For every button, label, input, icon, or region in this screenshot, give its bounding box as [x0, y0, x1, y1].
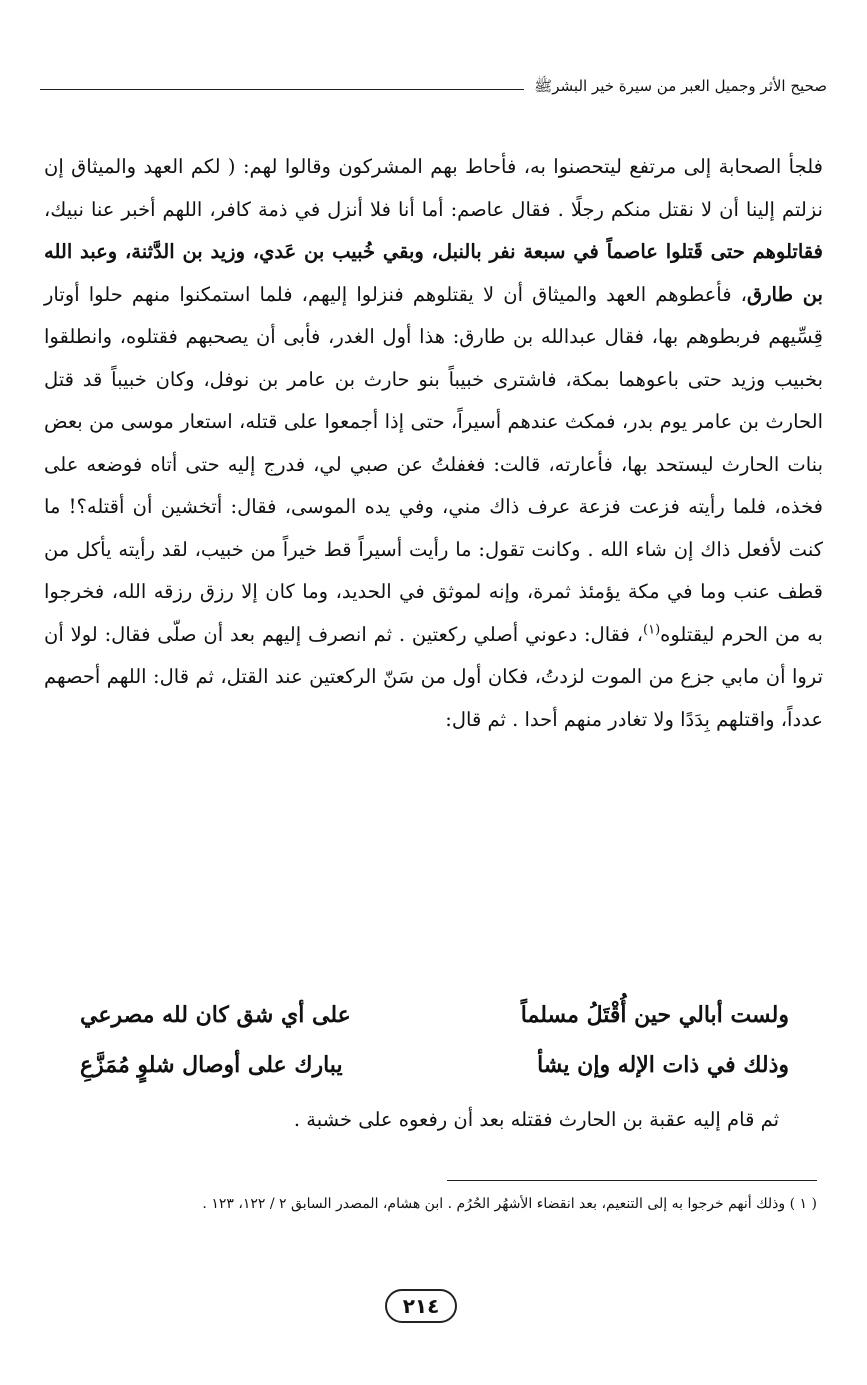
running-header — [40, 76, 827, 100]
poem-verse-1 — [80, 990, 789, 1040]
header-rule — [40, 89, 524, 90]
main-paragraph — [44, 146, 823, 741]
footnote-divider — [447, 1180, 817, 1181]
hemistich-second: يبارك على أوصال شلوٍ مُمَزَّعِ — [80, 1052, 343, 1078]
hemistich-second: على أي شق كان لله مصرعي — [80, 1002, 351, 1028]
closing-line: ثم قام إليه عقبة بن الحارث فقتله بعد أن رفعوه على خشبة . — [293, 1108, 779, 1131]
paragraph-text: ، فأعطوهم العهد والميثاق أن لا يقتلوهم فنزلوا إليهم، فلما استمكنوا منهم حلوا أوتار قِسِّيهم فربطوهم بها، فقال عبدالله بن طارق: هذا أول الغدر، فأبى أن يصحبهم فقتلوه، وانطلقوا بخبيب وزيد حتى باعوهما بمكة، فاشترى خبيباً بنو حارث بن عامر بن نوفل، وكان خبيباً قد قتل الحارث بن عامر يوم بدر، فمكث عندهم أسيراً، حتى إذا أجمعوا على قتله، استعار موسى من بعض بنات الحارث ليستحد بها، فأعارته، قالت: فغفلتُ عن صبي لي، فدرج إليه حتى أتاه فوضعه على فخذه، فلما رأيته فزعت فزعة عرف ذاك مني، وفي يده الموسى، فقال: أتخشين أن أقتله؟! ما كنت لأفعل ذاك إن شاء الله . وكانت تقول: ما رأيت أسيراً قط خيراً من خبيب، لقد رأيته يأكل من قطف عنب وما في مكة يؤمئذ ثمرة، وإنه لموثق في الحديد، وما كان إلا رزق رزقه الله، فخرجوا به من الحرم ليقتلوه — [44, 282, 823, 646]
paragraph-text: فلجأ الصحابة إلى مرتفع ليتحصنوا به، فأحاط بهم المشركون وقالوا لهم: ( لكم العهد والميثاق إن نزلتم إلينا أن لا نقتل منكم رجلًا . فقال عاصم: أما أنا فلا أنزل في ذمة كافر، اللهم أخبر عنا نبيك، — [44, 155, 823, 221]
hemistich-first: وذلك في ذات الإله وإن يشأ — [537, 1052, 789, 1078]
footnote-text: ( ١ ) وذلك أنهم خرجوا به إلى التنعيم، بعد انقضاء الأشهُر الحُرُم . ابن هشام، المصدر السابق ٢ / ١٢٢، ١٢٣ . — [202, 1196, 817, 1212]
poem-verse-2 — [80, 1040, 789, 1090]
page-number-badge — [385, 1289, 457, 1323]
page-number: ٢١٤ — [402, 1294, 440, 1318]
footnote-reference[interactable]: (١) — [643, 622, 661, 637]
paragraph-text: ، فقال: دعوني أصلي ركعتين . ثم انصرف إليهم بعد أن صلّى فقال: لولا أن تروا أن مابي جزع من الموت لزدتُ، فكان أول من سَنّ الركعتين عند القتل، ثم قال: اللهم أحصهم عدداً، واقتلهم بِدَدًا ولا تغادر منهم أحدا . ثم قال: — [44, 622, 823, 731]
bold-passage: فقاتلوهم حتى قَتلوا عاصماً في سبعة نفر بالنبل، وبقي خُبيب بن عَدي، وزيد بن الدَّثنة، وعبد الله بن طارق — [44, 240, 823, 306]
hemistich-first: ولست أبالي حين أُقْتَلُ مسلماً — [520, 1002, 789, 1028]
book-title: صحيح الأثر وجميل العبر من سيرة خير البشرﷺ — [534, 77, 827, 95]
poem — [80, 990, 789, 1090]
